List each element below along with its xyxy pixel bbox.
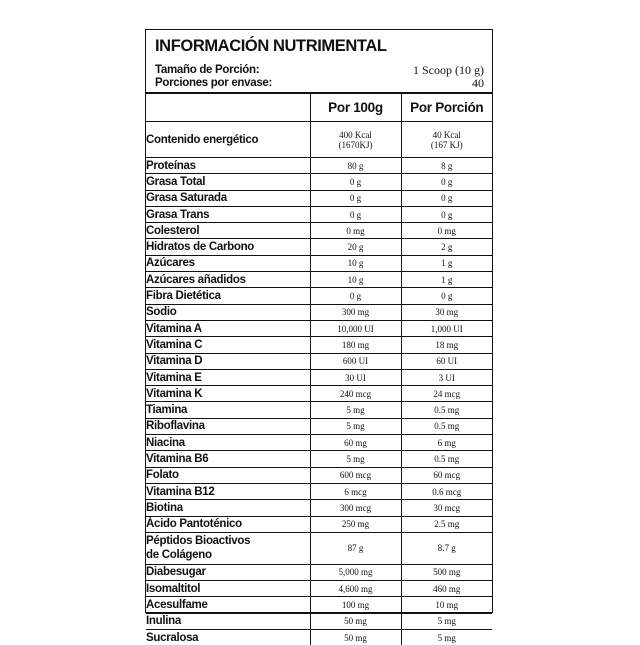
nutrient-value-per-100g: 87 g [310, 532, 401, 564]
nutrient-row [146, 320, 492, 336]
nutrient-label: Vitamina B6 [146, 451, 310, 467]
nutrient-row [146, 402, 492, 418]
nutrient-label: Sodio [146, 304, 310, 320]
nutrient-value-per-serving: 30 mcg [401, 500, 492, 516]
nutrient-value-per-serving: 1 g [401, 272, 492, 288]
nutrient-value-per-100g: 5 mg [310, 451, 401, 467]
nutrient-value-per-100g: 20 g [310, 239, 401, 255]
energy-row [146, 122, 492, 158]
nutrient-row [146, 418, 492, 434]
nutrient-label: Vitamina E [146, 369, 310, 385]
column-header-row [146, 94, 492, 122]
nutrient-value-per-100g: 5 mg [310, 402, 401, 418]
serving-size-value: 1 Scoop (10 g) [413, 62, 484, 77]
nutrient-value-per-serving: 0 g [401, 206, 492, 222]
nutrient-row [146, 369, 492, 385]
nutrient-value-per-serving: 2 g [401, 239, 492, 255]
nutrient-value-per-100g: 10 g [310, 255, 401, 271]
nutrition-table [146, 94, 492, 645]
nutrient-value-per-serving: 0.6 mcg [401, 483, 492, 499]
nutrient-label: Grasa Total [146, 174, 310, 190]
nutrient-label: Biotina [146, 500, 310, 516]
nutrient-value-per-serving: 3 UI [401, 369, 492, 385]
nutrient-row [146, 288, 492, 304]
nutrient-label: Azúcares [146, 255, 310, 271]
energy-kcal-per-serving: 40 Kcal [432, 129, 461, 140]
energy-per-100g [310, 122, 401, 158]
nutrient-label: Vitamina D [146, 353, 310, 369]
servings-per-container-label: Porciones por envase: [155, 77, 273, 89]
nutrient-value-per-100g: 4,600 mg [310, 581, 401, 597]
nutrient-label: Isomaltitol [146, 581, 310, 597]
nutrient-value-per-serving: 8 g [401, 158, 492, 174]
nutrient-row [146, 353, 492, 369]
nutrient-row [146, 158, 492, 174]
nutrient-value-per-100g: 10 g [310, 272, 401, 288]
nutrient-row [146, 239, 492, 255]
nutrient-value-per-100g: 60 mg [310, 435, 401, 451]
nutrient-label: Riboflavina [146, 418, 310, 434]
nutrient-row [146, 451, 492, 467]
nutrient-label-line: de Colágeno [146, 549, 212, 562]
nutrient-value-per-100g: 0 mg [310, 223, 401, 239]
serving-size-row [155, 63, 484, 77]
nutrient-label: Niacina [146, 435, 310, 451]
nutrient-value-per-100g: 600 mcg [310, 467, 401, 483]
nutrient-value-per-serving: 0 g [401, 174, 492, 190]
nutrient-value-per-100g: 0 g [310, 288, 401, 304]
energy-kj-per-serving: (167 KJ) [430, 139, 463, 150]
nutrient-row [146, 304, 492, 320]
nutrient-label [146, 532, 310, 564]
nutrient-label: Vitamina B12 [146, 483, 310, 499]
nutrient-row [146, 630, 492, 645]
nutrient-value-per-serving: 6 mg [401, 435, 492, 451]
servings-per-container-row [155, 76, 484, 90]
nutrient-label: Vitamina C [146, 337, 310, 353]
energy-kcal-per-100g: 400 Kcal [339, 129, 372, 140]
panel-title: INFORMACIÓN NUTRIMENTAL [155, 37, 387, 55]
nutrient-value-per-100g: 5 mg [310, 418, 401, 434]
nutrient-value-per-100g: 600 UI [310, 353, 401, 369]
nutrient-value-per-100g: 80 g [310, 158, 401, 174]
nutrient-value-per-serving: 0.5 mg [401, 402, 492, 418]
nutrient-row [146, 337, 492, 353]
nutrient-row [146, 597, 492, 613]
nutrient-value-per-serving: 0 g [401, 288, 492, 304]
nutrient-value-per-100g: 100 mg [310, 597, 401, 613]
nutrient-label: Grasa Trans [146, 206, 310, 222]
nutrient-row [146, 255, 492, 271]
nutrition-facts-panel [145, 29, 493, 644]
nutrient-label: Acesulfame [146, 597, 310, 613]
column-header-blank [146, 94, 310, 122]
nutrient-value-per-serving: 5 mg [401, 613, 492, 629]
nutrient-value-per-serving: 30 mg [401, 304, 492, 320]
nutrient-value-per-serving: 0 mg [401, 223, 492, 239]
nutrient-value-per-serving: 60 UI [401, 353, 492, 369]
nutrient-value-per-100g: 240 mcg [310, 386, 401, 402]
nutrient-label: Tiamina [146, 402, 310, 418]
nutrient-row [146, 581, 492, 597]
nutrient-row [146, 467, 492, 483]
nutrient-label: Proteínas [146, 158, 310, 174]
nutrient-value-per-100g: 250 mg [310, 516, 401, 532]
nutrient-value-per-serving: 460 mg [401, 581, 492, 597]
nutrient-label: Folato [146, 467, 310, 483]
column-header-per-serving: Por Porción [401, 94, 492, 122]
serving-size-label: Tamaño de Porción: [155, 64, 260, 76]
nutrient-label: Vitamina A [146, 320, 310, 336]
nutrient-value-per-100g: 0 g [310, 190, 401, 206]
nutrient-row [146, 190, 492, 206]
nutrient-row [146, 435, 492, 451]
nutrient-value-per-100g: 0 g [310, 206, 401, 222]
nutrient-row [146, 564, 492, 580]
nutrient-label-line: Péptidos Bioactivos [146, 535, 251, 548]
nutrient-value-per-100g: 300 mcg [310, 500, 401, 516]
nutrient-row [146, 516, 492, 532]
nutrient-label: Ácido Pantoténico [146, 516, 310, 532]
nutrient-label: Diabesugar [146, 564, 310, 580]
nutrient-value-per-serving: 60 mcg [401, 467, 492, 483]
nutrient-value-per-serving: 5 mg [401, 630, 492, 645]
nutrient-row [146, 483, 492, 499]
nutrient-row [146, 500, 492, 516]
nutrient-label: Fibra Dietética [146, 288, 310, 304]
nutrient-label: Vitamina K [146, 386, 310, 402]
energy-per-serving [401, 122, 492, 158]
nutrient-value-per-100g: 50 mg [310, 613, 401, 629]
nutrient-row [146, 532, 492, 564]
nutrient-value-per-serving: 10 mg [401, 597, 492, 613]
nutrient-label: Azúcares añadidos [146, 272, 310, 288]
nutrient-row [146, 386, 492, 402]
nutrient-value-per-serving: 500 mg [401, 564, 492, 580]
energy-kj-per-100g: (1670KJ) [338, 139, 373, 150]
nutrient-value-per-100g: 0 g [310, 174, 401, 190]
nutrient-value-per-100g: 30 UI [310, 369, 401, 385]
nutrient-value-per-100g: 5,000 mg [310, 564, 401, 580]
nutrient-value-per-serving: 1,000 UI [401, 320, 492, 336]
nutrient-row [146, 613, 492, 629]
nutrient-value-per-100g: 300 mg [310, 304, 401, 320]
nutrient-row [146, 206, 492, 222]
nutrient-row [146, 174, 492, 190]
nutrient-label: Contenido energético [146, 122, 310, 158]
nutrient-row [146, 223, 492, 239]
nutrient-label: Inulina [146, 613, 310, 629]
nutrient-value-per-serving: 0.5 mg [401, 451, 492, 467]
nutrient-value-per-serving: 18 mg [401, 337, 492, 353]
column-header-per-100g: Por 100g [310, 94, 401, 122]
nutrient-label: Sucralosa [146, 631, 199, 644]
nutrient-value-per-100g: 50 mg [310, 630, 401, 645]
nutrient-value-per-serving: 2.5 mg [401, 516, 492, 532]
nutrient-value-per-serving: 0 g [401, 190, 492, 206]
servings-per-container-value: 40 [472, 75, 484, 90]
nutrient-row [146, 272, 492, 288]
nutrient-value-per-serving: 0.5 mg [401, 418, 492, 434]
nutrient-label: Grasa Saturada [146, 190, 310, 206]
nutrient-value-per-100g: 6 mcg [310, 483, 401, 499]
nutrient-label: Hidratos de Carbono [146, 239, 310, 255]
nutrient-label: Colesterol [146, 223, 310, 239]
nutrient-value-per-100g: 180 mg [310, 337, 401, 353]
nutrient-value-per-100g: 10,000 UI [310, 320, 401, 336]
nutrient-value-per-serving: 1 g [401, 255, 492, 271]
nutrient-value-per-serving: 24 mcg [401, 386, 492, 402]
nutrient-value-per-serving: 8.7 g [401, 532, 492, 564]
